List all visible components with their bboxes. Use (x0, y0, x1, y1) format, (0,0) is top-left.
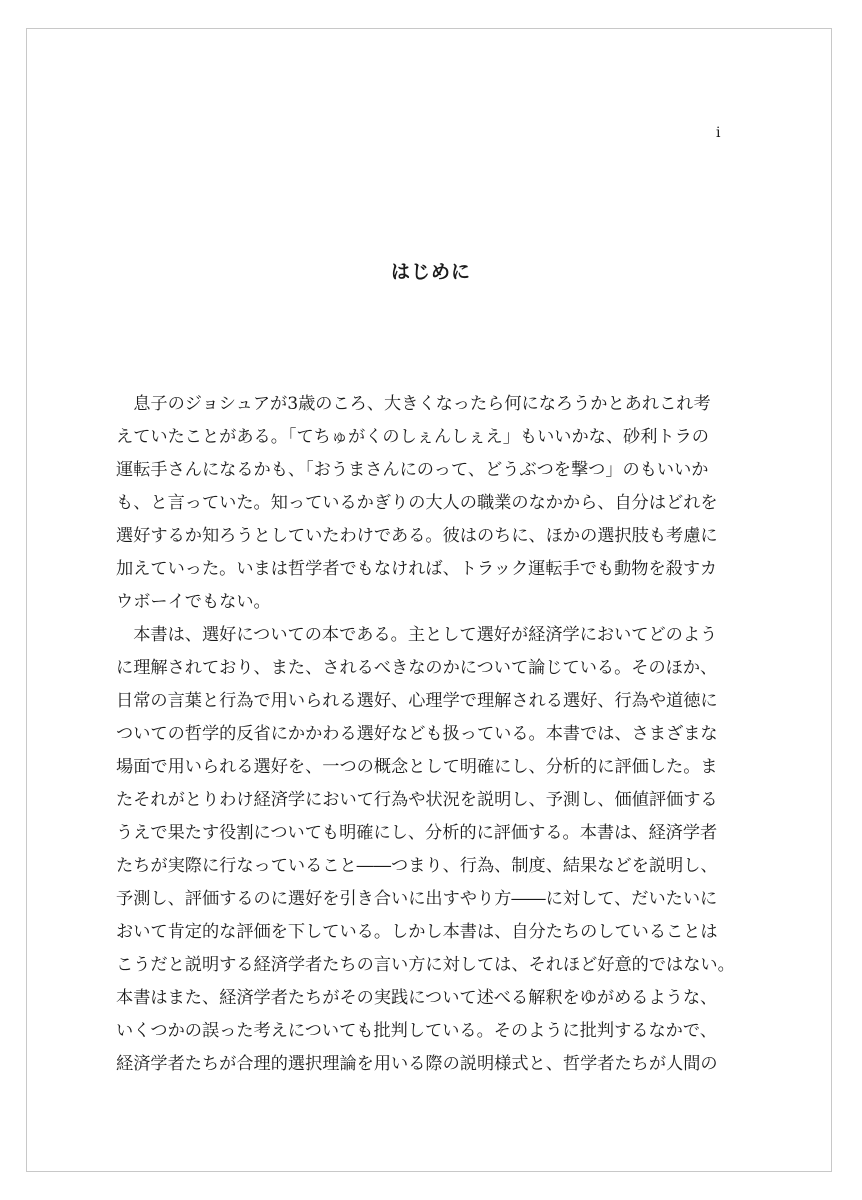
text-line: も、と言っていた。知っているかぎりの大人の職業のなかから、自分はどれを (116, 493, 718, 513)
text-line: うえで果たす役割についても明確にし、分析的に評価する。本書は、経済学者 (116, 823, 718, 843)
paragraph-2 (116, 619, 756, 1081)
page-number: i (716, 125, 721, 141)
text-line: こうだと説明する経済学者たちの言い方に対しては、それほど好意的ではない。 (116, 955, 735, 975)
text-line: 日常の言葉と行為で用いられる選好、心理学で理解される選好、行為や道徳に (116, 691, 718, 711)
text-line: ウボーイでもない。 (116, 592, 271, 612)
paragraph-1 (116, 388, 756, 619)
text-line: 息子のジョシュアが3歳のころ、大きくなったら何になろうかとあれこれ考 (116, 394, 711, 414)
text-line: たちが実際に行なっていること――つまり、行為、制度、結果などを説明し、 (116, 856, 718, 876)
text-line: えていたことがある。「てちゅがくのしぇんしぇえ」もいいかな、砂利トラの (116, 427, 709, 447)
text-line: 加えていった。いまは哲学者でもなければ、トラック運転手でも動物を殺すカ (116, 559, 718, 579)
text-line: 経済学者たちが合理的選択理論を用いる際の説明様式と、哲学者たちが人間の (116, 1054, 718, 1074)
text-line: 本書はまた、経済学者たちがその実践について述べる解釈をゆがめるような、 (116, 988, 718, 1008)
text-line: たそれがとりわけ経済学において行為や状況を説明し、予測し、価値評価する (116, 790, 718, 810)
text-line: 予測し、評価するのに選好を引き合いに出すやり方――に対して、だいたいに (116, 889, 718, 909)
body-text (116, 388, 756, 1081)
text-line: いくつかの誤った考えについても批判している。そのように批判するなかで、 (116, 1021, 717, 1041)
text-line: おいて肯定的な評価を下している。しかし本書は、自分たちのしていることは (116, 922, 718, 942)
text-line: 本書は、選好についての本である。主として選好が経済学においてどのよう (116, 625, 718, 645)
text-line: 選好するか知ろうとしていたわけである。彼はのちに、ほかの選択肢も考慮に (116, 526, 718, 546)
text-line: 運転手さんになるかも、「おうまさんにのって、どうぶつを撃つ」のもいいか (116, 460, 709, 480)
text-line: 場面で用いられる選好を、一つの概念として明確にし、分析的に評価した。ま (116, 757, 718, 777)
chapter-title: はじめに (390, 261, 471, 283)
text-line: に理解されており、また、されるべきなのかについて論じている。そのほか、 (116, 658, 718, 678)
text-line: ついての哲学的反省にかかわる選好なども扱っている。本書では、さまざまな (116, 724, 718, 744)
